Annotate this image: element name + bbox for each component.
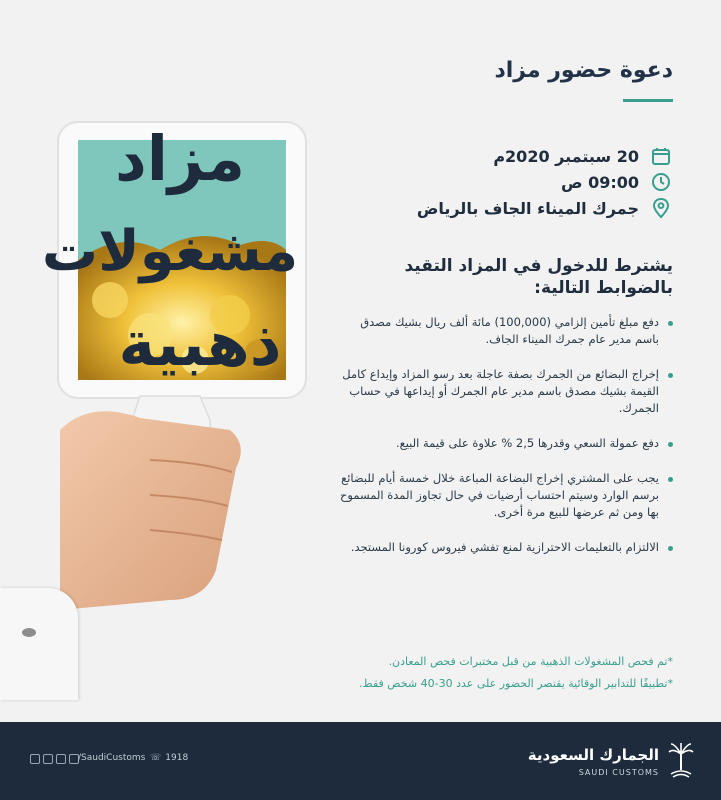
- instagram-icon[interactable]: [56, 754, 66, 764]
- event-date: 20 سبتمبر 2020م: [493, 146, 639, 166]
- facebook-icon[interactable]: [30, 754, 40, 764]
- clock-icon: [649, 170, 673, 194]
- saudi-palm-logo-icon: [667, 740, 695, 780]
- twitter-icon[interactable]: [43, 754, 53, 764]
- note-gold-inspection: *تم فحص المشغولات الذهبية من قبل مختبرات فحص المعادن.: [388, 655, 673, 668]
- headline-line-3: ذهبية: [118, 307, 282, 380]
- list-item: الالتزام بالتعليمات الاحترازية لمنع تفشي فيروس كورونا المستجد.: [333, 539, 673, 556]
- footer: [0, 722, 721, 800]
- event-location: جمرك الميناء الجاف بالرياض: [416, 198, 639, 218]
- list-item: دفع مبلغ تأمين إلزامي (100,000) مائة ألف ريال بشيك مصدق باسم مدير عام جمرك الميناء الجاف.: [333, 314, 673, 348]
- event-location-row: [333, 196, 673, 220]
- cufflink-icon: [22, 628, 36, 637]
- brand-name-english: SAUDI CUSTOMS: [578, 768, 659, 777]
- shirt-sleeve: [0, 588, 78, 700]
- phone-number: 1918: [165, 753, 189, 763]
- conditions-intro: يشترط للدخول في المزاد التقيد بالضوابط التالية:: [404, 256, 673, 298]
- list-item: يجب على المشتري إخراج البضاعة المباعة خلال خمسة أيام للبضائع برسم الوارد وسيتم احتساب أرضيات في حال تجاوز المدة المسموح بها ومن ثم عرضها للبيع مرة أخرى.: [333, 470, 673, 521]
- event-date-row: [333, 144, 673, 168]
- list-item: إخراج البضائع من الجمرك بصفة عاجلة بعد رسو المزاد وإيداع كامل القيمة بشيك مصدق باسم مدير عام الجمرك أو إيداعها في حساب الجمرك.: [333, 366, 673, 417]
- list-item: دفع عمولة السعي وقدرها 2,5 % علاوة على قيمة البيع.: [333, 435, 673, 452]
- calendar-icon: [649, 144, 673, 168]
- phone-contact[interactable]: [150, 753, 188, 763]
- title-underline: [623, 99, 673, 102]
- auction-headline: [0, 100, 330, 400]
- phone-icon: ☏: [150, 753, 162, 763]
- page-title: دعوة حضور مزاد: [494, 58, 673, 83]
- conditions-list: [333, 314, 673, 556]
- event-time-row: [333, 170, 673, 194]
- headline-line-2: مشغولات: [41, 219, 299, 284]
- social-icons: [30, 754, 79, 764]
- event-time: 09:00 ص: [560, 172, 639, 192]
- headline-line-1: مزاد: [114, 122, 246, 195]
- auction-artwork: [0, 100, 330, 700]
- location-pin-icon: [649, 196, 673, 220]
- note-attendance-limit: *تطبيقًا للتدابير الوقائية يقتصر الحضور على عدد 30-40 شخص فقط.: [359, 677, 673, 690]
- social-handle[interactable]: /SaudiCustoms: [78, 753, 146, 763]
- brand-name-arabic: الجمارك السعودية: [527, 746, 659, 764]
